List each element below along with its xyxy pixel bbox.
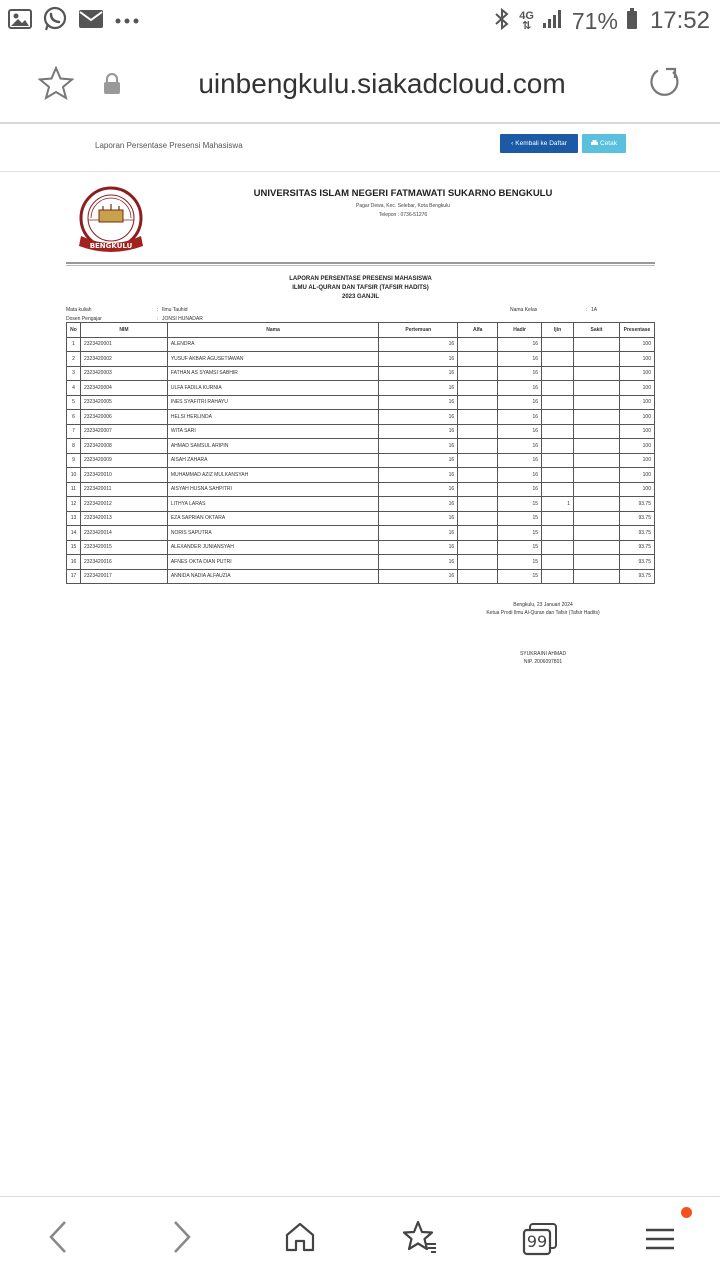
- cell-alfa: [458, 453, 498, 468]
- cell-presentase: 100: [619, 439, 654, 454]
- table-row: [67, 526, 655, 541]
- cell-pertemuan: 16: [379, 395, 458, 410]
- whatsapp-icon: [42, 6, 68, 37]
- table-row: [67, 569, 655, 584]
- cell-presentase: 100: [619, 395, 654, 410]
- cell-presentase: 93.75: [619, 569, 654, 584]
- cell-sakit: [574, 410, 620, 425]
- cell-presentase: 100: [619, 468, 654, 483]
- signature-name-block: [478, 650, 608, 666]
- cell-hadir: 16: [498, 439, 542, 454]
- cell-nim: 2323420017: [80, 569, 167, 584]
- cell-presentase: 100: [619, 337, 654, 352]
- cell-pertemuan: 16: [379, 410, 458, 425]
- header-no: No: [67, 323, 81, 338]
- cell-no: 17: [67, 569, 81, 584]
- cell-alfa: [458, 381, 498, 396]
- cell-presentase: 93.75: [619, 511, 654, 526]
- cell-ijin: [542, 424, 574, 439]
- signature-block: [478, 601, 608, 617]
- cell-no: 9: [67, 453, 81, 468]
- university-phone: Telepon : 0736-51276: [378, 212, 428, 218]
- cell-hadir: 15: [498, 497, 542, 512]
- cell-alfa: [458, 439, 498, 454]
- cell-pertemuan: 16: [379, 497, 458, 512]
- menu-button[interactable]: [638, 1219, 682, 1259]
- cell-hadir: 16: [498, 453, 542, 468]
- lecturer-label: Dosen Pengajar: [66, 316, 102, 322]
- cell-nim: 2323420001: [80, 337, 167, 352]
- battery-percent: 71%: [571, 7, 618, 34]
- cell-hadir: 16: [498, 366, 542, 381]
- cell-no: 10: [67, 468, 81, 483]
- tabs-count: 99: [526, 1232, 548, 1251]
- lock-icon: [103, 73, 121, 100]
- cell-sakit: [574, 352, 620, 367]
- hamburger-menu-icon: [645, 1225, 675, 1253]
- cell-hadir: 15: [498, 526, 542, 541]
- cell-presentase: 100: [619, 410, 654, 425]
- cell-ijin: [542, 511, 574, 526]
- mail-icon: [78, 8, 104, 35]
- cell-pertemuan: 16: [379, 555, 458, 570]
- more-notifications-icon: [114, 12, 140, 30]
- cell-nama: ULFA FADILA KURNIA: [167, 381, 379, 396]
- table-row: [67, 424, 655, 439]
- cell-no: 4: [67, 381, 81, 396]
- header-ijin: Ijin: [542, 323, 574, 338]
- cell-no: 15: [67, 540, 81, 555]
- web-page: [0, 124, 720, 1196]
- cell-pertemuan: 16: [379, 453, 458, 468]
- cell-ijin: [542, 453, 574, 468]
- home-icon: [284, 1221, 316, 1258]
- table-body: [67, 337, 655, 584]
- lecturer-value: JONSI HUNADAR: [162, 316, 203, 322]
- battery-icon: [626, 8, 638, 35]
- attendance-table: [66, 322, 655, 584]
- cell-nim: 2323420004: [80, 381, 167, 396]
- print-button[interactable]: [582, 134, 626, 153]
- cell-sakit: [574, 540, 620, 555]
- header-nim: NIM: [80, 323, 167, 338]
- table-row: [67, 511, 655, 526]
- cell-sakit: [574, 555, 620, 570]
- header-hadir: Hadir: [498, 323, 542, 338]
- browser-bottom-nav: [0, 1196, 720, 1280]
- cell-nama: WITA SARI: [167, 424, 379, 439]
- cell-pertemuan: 16: [379, 526, 458, 541]
- tabs-icon: [522, 1222, 558, 1256]
- cell-nim: 2323420009: [80, 453, 167, 468]
- cell-pertemuan: 16: [379, 511, 458, 526]
- cell-alfa: [458, 395, 498, 410]
- cell-alfa: [458, 468, 498, 483]
- table-row: [67, 337, 655, 352]
- cell-nim: 2323420013: [80, 511, 167, 526]
- cell-nama: ANNIDA NADIA ALFAUZIA: [167, 569, 379, 584]
- status-bar: [0, 0, 720, 42]
- cell-nim: 2323420016: [80, 555, 167, 570]
- cell-pertemuan: 16: [379, 540, 458, 555]
- university-address: Pagar Dewa, Kec. Selebar, Kota Bengkulu: [356, 203, 450, 209]
- cell-ijin: 1: [542, 497, 574, 512]
- table-row: [67, 497, 655, 512]
- class-label: Nama Kelas: [510, 307, 538, 313]
- cell-nim: 2323420002: [80, 352, 167, 367]
- page-toolbar: [0, 126, 720, 172]
- cell-no: 12: [67, 497, 81, 512]
- cell-pertemuan: 16: [379, 381, 458, 396]
- cell-no: 13: [67, 511, 81, 526]
- home-button[interactable]: [278, 1219, 322, 1259]
- cell-nama: EZA SAPRIAN OKTARA: [167, 511, 379, 526]
- cell-no: 16: [67, 555, 81, 570]
- cell-ijin: [542, 337, 574, 352]
- address-bar: [0, 42, 720, 124]
- cell-nama: AFNES OKTA DIAN PUTRI: [167, 555, 379, 570]
- cell-presentase: 93.75: [619, 555, 654, 570]
- lecturer-separator: :: [157, 316, 159, 322]
- cell-sakit: [574, 337, 620, 352]
- cell-nama: AHMAD SAMSUL ARIPIN: [167, 439, 379, 454]
- cell-alfa: [458, 526, 498, 541]
- table-row: [67, 410, 655, 425]
- cell-sakit: [574, 468, 620, 483]
- course-label: Mata kuliah: [66, 307, 92, 313]
- signature-name: SYUKRAINI AHMAD: [519, 651, 567, 657]
- report-period: 2023 GANJIL: [341, 294, 380, 300]
- cell-no: 2: [67, 352, 81, 367]
- cell-nim: 2323420007: [80, 424, 167, 439]
- forward-button[interactable]: [160, 1219, 204, 1259]
- header-sakit: Sakit: [574, 323, 620, 338]
- header-nama: Nama: [167, 323, 379, 338]
- cell-alfa: [458, 569, 498, 584]
- print-label: Cetak: [600, 140, 617, 147]
- cell-no: 7: [67, 424, 81, 439]
- notification-dot: [681, 1207, 692, 1218]
- cell-pertemuan: 16: [379, 439, 458, 454]
- cell-hadir: 16: [498, 468, 542, 483]
- course-separator: :: [157, 307, 159, 313]
- cell-sakit: [574, 482, 620, 497]
- cell-ijin: [542, 410, 574, 425]
- clock: 17:52: [649, 7, 710, 34]
- cell-alfa: [458, 482, 498, 497]
- cell-nama: MUHAMMAD AZIZ MULKANSYAH: [167, 468, 379, 483]
- cell-ijin: [542, 555, 574, 570]
- reload-icon[interactable]: [646, 65, 682, 106]
- cell-nim: 2323420006: [80, 410, 167, 425]
- cell-sakit: [574, 439, 620, 454]
- cell-hadir: 15: [498, 569, 542, 584]
- bookmark-star-icon[interactable]: [38, 66, 74, 105]
- back-button[interactable]: [36, 1219, 80, 1259]
- cell-no: 5: [67, 395, 81, 410]
- report-title: LAPORAN PERSENTASE PRESENSI MAHASISWA: [289, 276, 432, 282]
- cell-presentase: 100: [619, 424, 654, 439]
- class-separator: :: [586, 307, 588, 313]
- cell-nim: 2323420014: [80, 526, 167, 541]
- cell-alfa: [458, 555, 498, 570]
- cell-hadir: 16: [498, 482, 542, 497]
- cell-presentase: 100: [619, 352, 654, 367]
- cell-nim: 2323420003: [80, 366, 167, 381]
- cell-no: 11: [67, 482, 81, 497]
- cell-sakit: [574, 511, 620, 526]
- cell-hadir: 16: [498, 410, 542, 425]
- cell-alfa: [458, 337, 498, 352]
- cell-sakit: [574, 381, 620, 396]
- cell-no: 8: [67, 439, 81, 454]
- cell-nama: FATHAN AS SYAMSI SABHIR: [167, 366, 379, 381]
- cell-sakit: [574, 366, 620, 381]
- cell-ijin: [542, 482, 574, 497]
- signature-position: Ketua Prodi Ilmu Al-Quran dan Tafsir (Tafsir Hadits): [486, 610, 600, 616]
- cell-presentase: 100: [619, 366, 654, 381]
- header-divider: [66, 262, 655, 266]
- report-titles: [66, 275, 655, 302]
- cell-hadir: 16: [498, 395, 542, 410]
- header-alfa: Alfa: [458, 323, 498, 338]
- cell-presentase: 100: [619, 482, 654, 497]
- cell-sakit: [574, 569, 620, 584]
- cell-hadir: 15: [498, 555, 542, 570]
- cell-sakit: [574, 497, 620, 512]
- cell-no: 14: [67, 526, 81, 541]
- cell-alfa: [458, 410, 498, 425]
- cell-ijin: [542, 395, 574, 410]
- cell-ijin: [542, 526, 574, 541]
- cell-hadir: 15: [498, 511, 542, 526]
- table-row: [67, 555, 655, 570]
- university-logo: [71, 184, 151, 258]
- course-value: Ilmu Tauhid: [162, 307, 188, 313]
- cell-nama: NORIS SAPUTRA: [167, 526, 379, 541]
- bookmarks-icon: [402, 1220, 438, 1259]
- cell-nim: 2323420012: [80, 497, 167, 512]
- back-to-list-button[interactable]: [500, 134, 578, 153]
- table-row: [67, 366, 655, 381]
- signal-icon: [542, 9, 564, 34]
- table-row: [67, 439, 655, 454]
- chevron-left-icon: ‹: [511, 140, 514, 147]
- cell-alfa: [458, 497, 498, 512]
- cell-no: 1: [67, 337, 81, 352]
- cell-presentase: 100: [619, 381, 654, 396]
- page-title: Laporan Persentase Presensi Mahasiswa: [95, 141, 243, 150]
- table-header-row: [67, 323, 655, 338]
- cell-alfa: [458, 366, 498, 381]
- cell-alfa: [458, 424, 498, 439]
- cell-nama: AISAH ZAHARA: [167, 453, 379, 468]
- table-row: [67, 352, 655, 367]
- report-info: [66, 304, 655, 322]
- cell-hadir: 16: [498, 352, 542, 367]
- cell-ijin: [542, 352, 574, 367]
- cell-no: 6: [67, 410, 81, 425]
- cell-alfa: [458, 352, 498, 367]
- cell-presentase: 93.75: [619, 526, 654, 541]
- cell-presentase: 93.75: [619, 540, 654, 555]
- cell-ijin: [542, 468, 574, 483]
- url-text[interactable]: uinbengkulu.siakadcloud.com: [198, 68, 566, 99]
- cell-sakit: [574, 453, 620, 468]
- cell-hadir: 15: [498, 540, 542, 555]
- table-row: [67, 381, 655, 396]
- cell-sakit: [574, 526, 620, 541]
- cell-pertemuan: 16: [379, 482, 458, 497]
- cell-hadir: 16: [498, 381, 542, 396]
- report-program: ILMU AL-QURAN DAN TAFSIR (TAFSIR HADITS): [292, 285, 429, 291]
- cell-pertemuan: 16: [379, 352, 458, 367]
- cell-nama: YUSUF AKBAR AGUSETIAWAN: [167, 352, 379, 367]
- report-header: [66, 180, 655, 258]
- cell-ijin: [542, 366, 574, 381]
- cell-ijin: [542, 569, 574, 584]
- cell-ijin: [542, 381, 574, 396]
- cell-nama: INES SYAFITRI RAHAYU: [167, 395, 379, 410]
- table-row: [67, 468, 655, 483]
- signature-nip: NIP. 2006097801: [523, 659, 563, 665]
- cell-nim: 2323420011: [80, 482, 167, 497]
- network-type: 4G ⇅: [519, 10, 534, 32]
- chevron-left-icon: [48, 1220, 68, 1259]
- cell-hadir: 16: [498, 424, 542, 439]
- cell-nama: ALEXANDER JUNIANSYAH: [167, 540, 379, 555]
- chevron-right-icon: [172, 1220, 192, 1259]
- cell-alfa: [458, 511, 498, 526]
- printer-icon: [591, 140, 598, 148]
- cell-nama: LITHYA LARAS: [167, 497, 379, 512]
- signature-place-date: Bengkulu, 23 Januari 2024: [513, 602, 573, 608]
- cell-ijin: [542, 540, 574, 555]
- cell-nama: ALENDRA: [167, 337, 379, 352]
- cell-pertemuan: 16: [379, 569, 458, 584]
- cell-nama: AISYAH HUSNA SAHPITRI: [167, 482, 379, 497]
- gallery-icon: [8, 8, 32, 35]
- cell-nama: HELSI HERLINDA: [167, 410, 379, 425]
- header-presentase: Presentase: [619, 323, 654, 338]
- cell-ijin: [542, 439, 574, 454]
- cell-pertemuan: 16: [379, 424, 458, 439]
- cell-presentase: 93.75: [619, 497, 654, 512]
- cell-no: 3: [67, 366, 81, 381]
- cell-hadir: 16: [498, 337, 542, 352]
- cell-alfa: [458, 540, 498, 555]
- table-row: [67, 540, 655, 555]
- cell-nim: 2323420010: [80, 468, 167, 483]
- table-row: [67, 482, 655, 497]
- back-to-list-label: Kembali ke Daftar: [515, 140, 567, 147]
- class-value: 1A: [591, 307, 598, 313]
- cell-pertemuan: 16: [379, 366, 458, 381]
- cell-sakit: [574, 395, 620, 410]
- university-name: UNIVERSITAS ISLAM NEGERI FATMAWATI SUKARNO BENGKULU: [253, 188, 553, 199]
- bookmarks-button[interactable]: [398, 1219, 442, 1259]
- cell-nim: 2323420005: [80, 395, 167, 410]
- report-document: [66, 180, 655, 665]
- bluetooth-icon: [493, 7, 511, 36]
- cell-presentase: 100: [619, 453, 654, 468]
- cell-nim: 2323420008: [80, 439, 167, 454]
- table-row: [67, 395, 655, 410]
- header-pertemuan: Pertemuan: [379, 323, 458, 338]
- table-row: [67, 453, 655, 468]
- cell-pertemuan: 16: [379, 337, 458, 352]
- cell-pertemuan: 16: [379, 468, 458, 483]
- cell-sakit: [574, 424, 620, 439]
- logo-text: BENGKULU: [89, 242, 133, 250]
- tabs-button[interactable]: [518, 1219, 562, 1259]
- cell-nim: 2323420015: [80, 540, 167, 555]
